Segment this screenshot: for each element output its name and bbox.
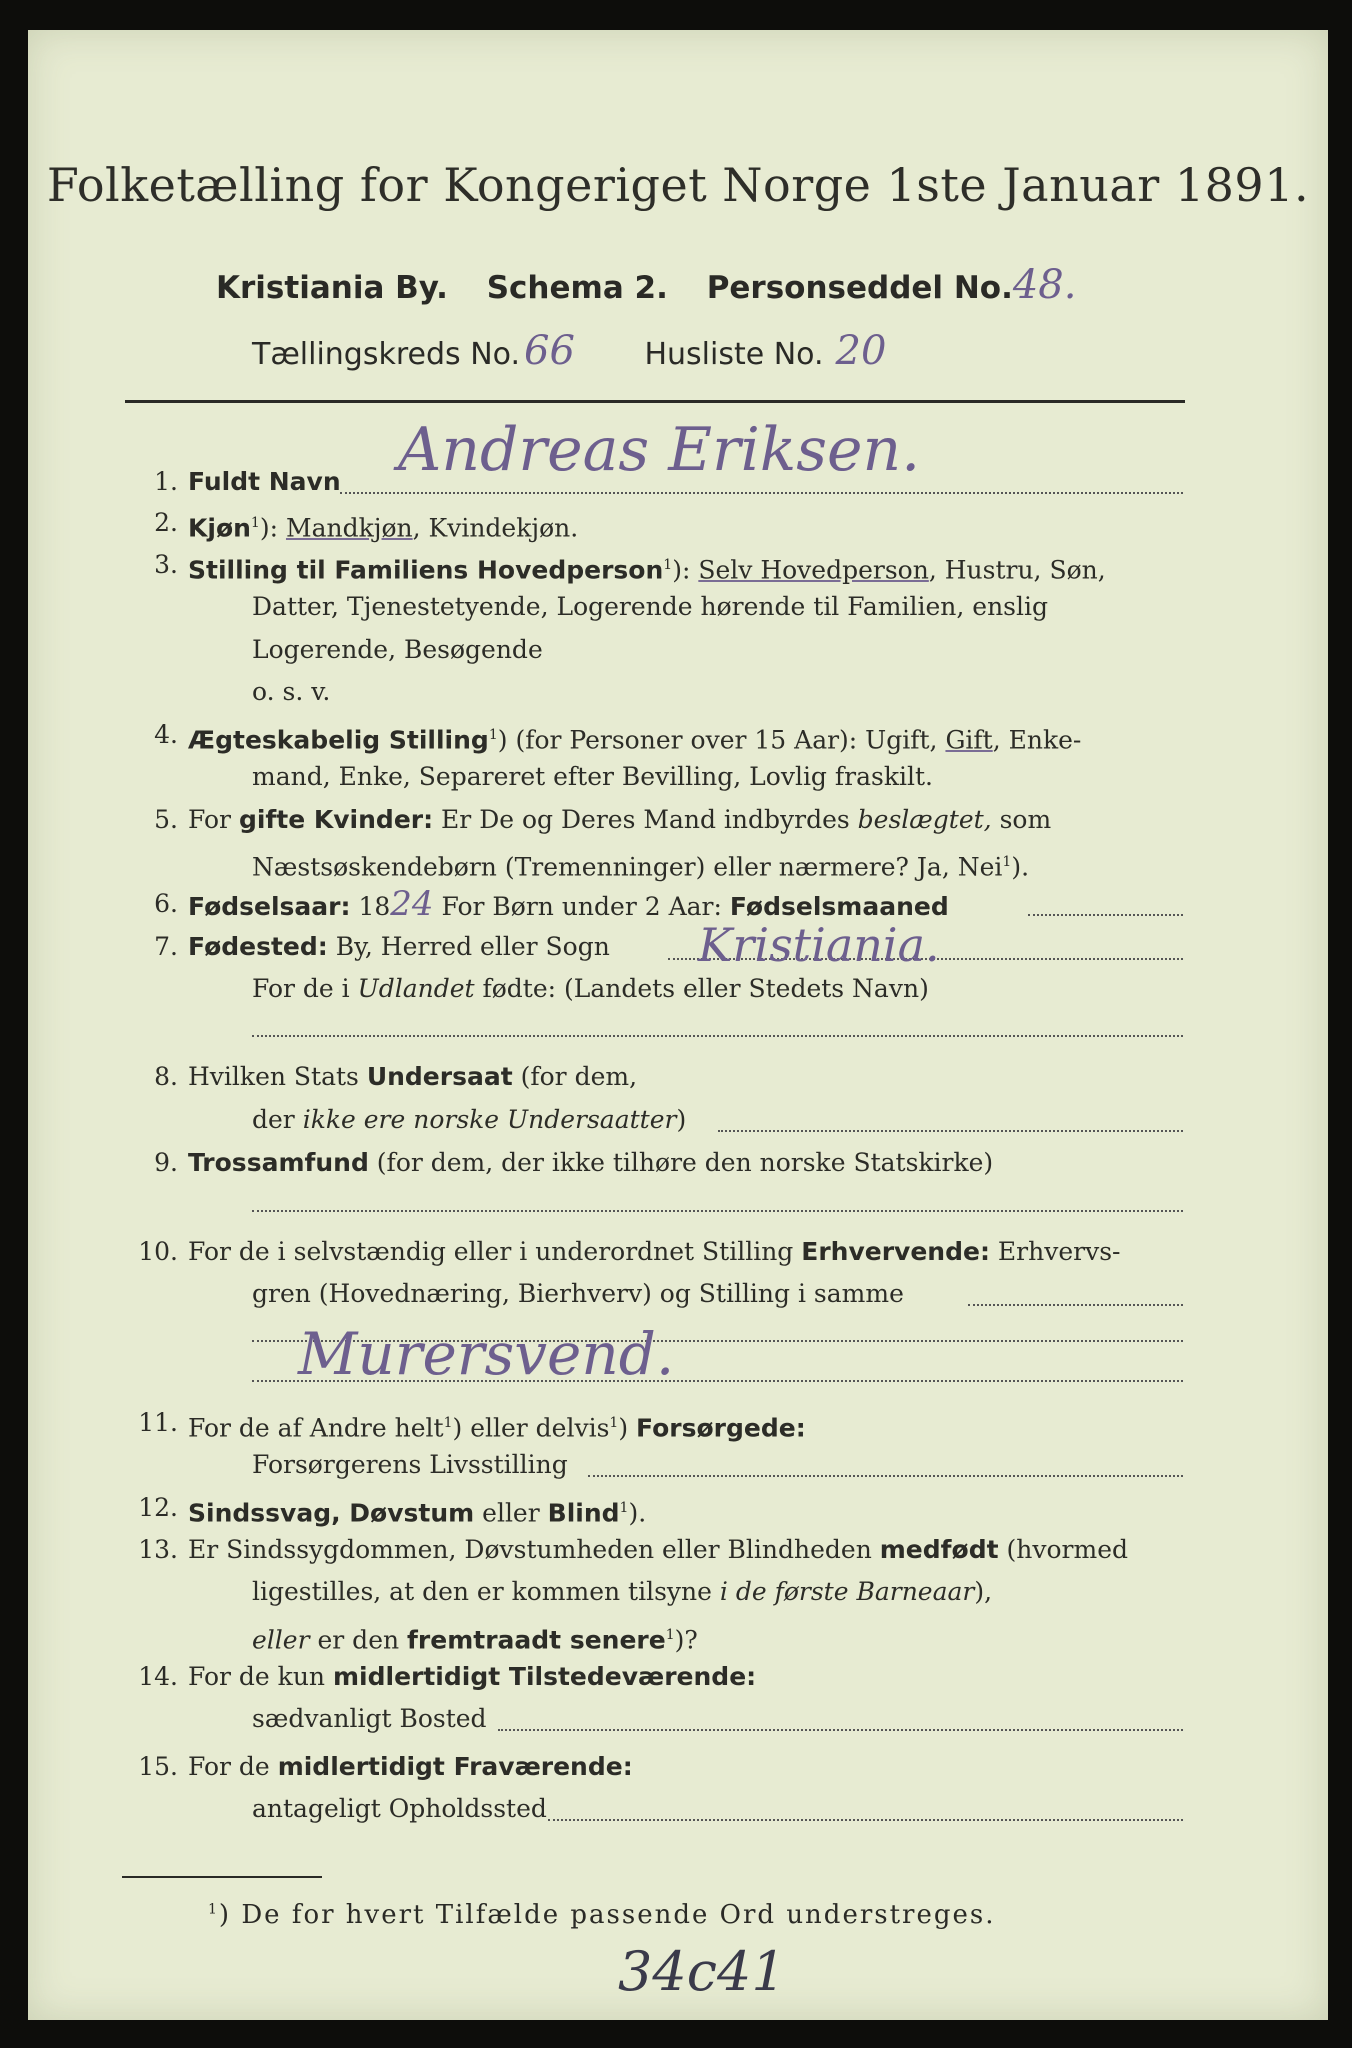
full-name-answer: Andreas Eriksen.: [398, 415, 921, 485]
full-name-line: [340, 492, 1183, 494]
form-subtitle-2: [252, 328, 916, 374]
personseddel-number: 48.: [1012, 262, 1077, 308]
residence-line: [498, 1729, 1183, 1731]
birth-month-line: [1028, 914, 1183, 916]
handwritten-archive-number: 34c41: [618, 1940, 786, 2003]
family-position-selected: Selv Hovedperson: [698, 555, 929, 585]
header-rule: [125, 400, 1185, 403]
taellingskreds-label: Tællingskreds No. 66: [252, 328, 575, 374]
husliste-label: Husliste No. 20: [644, 328, 887, 374]
husliste-number: 20: [835, 328, 887, 374]
full-name-label: Fuldt Navn: [188, 467, 341, 496]
form-title: Folketælling for Kongeriget Norge 1ste Januar 1891.: [46, 158, 1310, 212]
citizenship-line: [718, 1130, 1183, 1132]
footnote: $^1$) De for hvert Tilfælde passende Ord understreges.: [208, 1900, 996, 1930]
occupation-line-1: [968, 1304, 1183, 1306]
birth-year-answer: 24: [390, 884, 434, 924]
provider-line: [588, 1475, 1183, 1477]
occupation-answer: Murersvend.: [298, 1320, 675, 1388]
religion-line: [252, 1210, 1183, 1212]
city-label: Kristiania By.: [216, 270, 448, 306]
footnote-rule: [122, 1876, 322, 1878]
birthplace-answer: Kristiania.: [698, 918, 940, 972]
marital-status-selected: Gift: [945, 725, 993, 755]
census-form: Folketælling for Kongeriget Norge 1ste Januar 1891. Kristiania By. Schema 2. Personseddel No.48. Tællingskreds No. 66 Husliste No. 20 1. Fuldt Navn Andreas Eriksen. 2. Kjøn$^1$): Mandkjøn, Kvindekjøn. 3. Stilling til Familiens Hovedperson$^1$): Selv Hovedperson, Hustru, Søn, Datter, Tjenestetyende, Logerende hørende til Familien, enslig Logerende, Besøgende o. s. v. 4. Ægteskabelig Stilling$^1$) (for Personer over 15 Aar): Ugift, Gift, Enke- mand, Enke, Separeret efter Bevilling, Lovlig fraskilt. 5. For gifte Kvinder: Er De og Deres Mand indbyrdes beslægtet, som Næstsøskendebørn (Tremenninger) eller nærmere? Ja, Nei$^1$). 6. Fødselsaar: 1824 For Børn under 2 Aar: Fødselsmaaned 7. Fødested: By, Herred eller Sogn Kristiania. For de i Udlandet fødte: (Landets eller Stedets Navn) 8. Hvilken Stats Undersaat (for dem, der ikke ere norske Undersaatter) 9. Trossamfund (for dem, der ikke tilhøre den norske Statskirke) 10. For de i selvstændig eller i underordnet Stilling Erhvervende: Erhvervs- gren (Hovednæring, Bierhverv) og Stilling i samme Murersvend. 11. For de af Andre helt$^1$) eller delvis$^1$) Forsørgede: Forsørgerens Livsstilling 12. Sindssvag, Døvstum eller Blind$^1$). 13. Er Sindssygdommen, Døvstumheden eller Blindheden medfødt (hvormed ligestilles, at den er kommen tilsyne i de første Barneaar), eller er den fremtraadt senere$^1$)? 14. For de kun midlertidigt Tilstedeværende: sædvanligt Bosted 15. For de midlertidigt Fraværende: antageligt Opholdssted $^1$) De for hvert Tilfælde passende Ord understreges. 34c41: [28, 30, 1328, 2020]
gender-selected: Mandkjøn: [285, 513, 413, 543]
whereabouts-line: [548, 1819, 1183, 1821]
form-subtitle: [216, 262, 1076, 308]
taellingskreds-number: 66: [524, 328, 575, 374]
schema-label: Schema 2.: [486, 270, 668, 306]
personseddel-label: Personseddel No.48.: [706, 262, 1077, 308]
foreign-birthplace-line: [252, 1035, 1183, 1037]
